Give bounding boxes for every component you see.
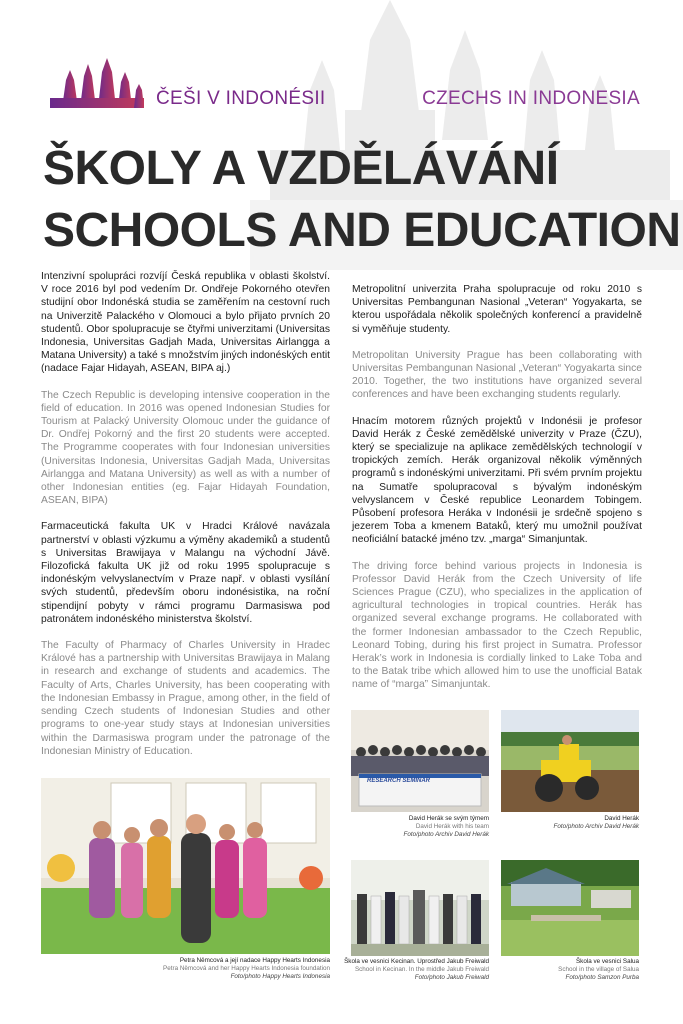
photo-research-seminar <box>351 710 489 812</box>
header-czech-label: ČEŠI V INDONÉSII <box>156 88 326 109</box>
photo-school-kecinan <box>351 860 489 956</box>
caption-children: Petra Němcová a její nadace Happy Hearts Indonesia Petra Němcová and her Happy Hearts Indonesia foundation Foto/photo Happy Hearts Indonesia <box>163 957 330 980</box>
photo-school-salua <box>501 860 639 956</box>
page-header <box>50 58 640 118</box>
seminar-banner-title: RESEARCH SEMINAR <box>367 778 431 784</box>
caption-tractor: David Herák Foto/photo Archiv David Herák <box>553 815 639 830</box>
caption-seminar: David Herák se svým týmem David Herák with his team Foto/photo Archiv David Herák <box>403 815 489 838</box>
left-text-column <box>41 270 330 771</box>
paragraph-czech: Hnacím motorem různých projektů v Indonésii je profesor David Herák z České zemědělské univerzity v Praze (ČZU), který se specializuje na aplikace zemědělských technologií v tropických zemích. Herák organizoval několik výměnných programů s indonéskými univerzitami. Při svém prvním projektu na Sumatře spolupracoval s bývalým indonéským velvyslancem v České republice Leonardem Tobingem. Působení profesora Heráka v Indonésii je srdečně spojeno s jezerem Toba a kmenem Bataků, který mu umožnil používat neoficiální batacké jméno tzv. „marga“ Simanjuntak. <box>352 415 642 546</box>
page-title-english: SCHOOLS AND EDUCATION <box>43 204 681 257</box>
paragraph-english: Metropolitan University Prague has been collaborating with Universitas Pembangunan Nasional „Veteran“ Yogyakarta since 2010. Together, the two institutions have organized several conferences and have been exchanging students regularly. <box>352 349 642 401</box>
paragraph-english: The Faculty of Pharmacy of Charles University in Hradec Králové has a partnership with Universitas Brawijaya in Malang in research and exchange of students and academics. The Faculty of Arts, Charles University, has been cooperating with the Indonesian Embassy in Prague, among other, in the field of sending Czech students of Indonesian Studies and other programs to one-year study stays at Indonesian universities within the Darmasiswa program under the patronage of the Indonesian Ministry of Education. <box>41 640 330 757</box>
page-title-czech: ŠKOLY A VZDĚLÁVÁNÍ <box>43 142 559 195</box>
paragraph-czech: Intenzivní spolupráci rozvíjí Česká republika v oblasti školství. V roce 2016 byl pod vedením Dr. Ondřeje Pokorného otevřen studijní obor Indonéská studia se zaměřením na cestovní ruch na Univerzitě Palackého v Olomouci a bylo přijato prvních 20 studentů. Obor spolupracuje se čtyřmi univerzitami (Universitas Indonesia, Universitas Gadjah Mada, Universitas Airlangga a Matana University) a také s množstvím jiných indonéských entit (nadace Fajar Hidayah, ASEAN, BIPA aj.) <box>41 271 331 375</box>
paragraph-english: The driving force behind various projects in Indonesia is Professor David Herák from the Czech University of life Sciences Prague (CZU), who specializes in the application of agricultural technologies in tropical countries. Herák has organized several exchange programs. He collaborated with the former Indonesian ambassador to the Czech Republic, Leonard Tobing, during his first project in Sumatra. Professor Herak’s work in Indonesia is cordially linked to Lake Toba and to the Batak tribe which allowed him to use the unofficial Batak name of “marga” Simanjuntak. <box>352 560 642 691</box>
caption-salua: Škola ve vesnici Salua School in the village of Salua Foto/photo Samzon Purba <box>558 958 639 981</box>
photo-children-happy-hearts <box>41 778 330 954</box>
paragraph-czech: Metropolitní univerzita Praha spolupracuje od roku 2010 s Universitas Pembangunan Nasional „Veteran“ Yogyakarta, se kterou uspořádala několik společných konferencí a pravidelně si vyměňuje studenty. <box>352 284 642 335</box>
temple-logo-icon <box>50 58 144 108</box>
paragraph-english: The Czech Republic is developing intensive cooperation in the field of education. In 2016 was opened Indonesian Studies for Tourism at Palacký University Olomouc under the guidance of Dr. Ondřej Pokorný and the first 20 students were accepted. The Programme cooperates with four Indonesian universities (Universitas Indonesia, Universitas Gadjah Mada, Universitas Airlangga and Matana University) as well as with a number of other Indonesian entities (eg. Fajar Hidayah Foundation, ASEAN, BIPA) <box>41 389 330 507</box>
photo-tractor <box>501 710 639 812</box>
caption-kecinan: Škola ve vesnici Kecinan. Uprostřed Jakub Freiwald School in Kecinan. In the middle Jakub Freiwald Foto/photo Jakub Freiwald <box>344 958 489 981</box>
right-text-column <box>352 283 642 705</box>
paragraph-czech: Farmaceutická fakulta UK v Hradci Králové navázala partnerství v oblasti výzkumu a výměny akademiků a studentů s Universitas Brawijaya v Malangu na východní Jávě. Filozofická fakulta UK již od roku 1995 spolupracuje s indonéským velvyslanectvím v Praze např. v oblasti vysílání svých studentů, především oboru indonésistika, na roční stipendijní pobyty v rámci programu Darmasiswa pod patronátem indonéského ministerstva školství. <box>41 521 330 625</box>
header-english-label: CZECHS IN INDONESIA <box>422 88 640 109</box>
